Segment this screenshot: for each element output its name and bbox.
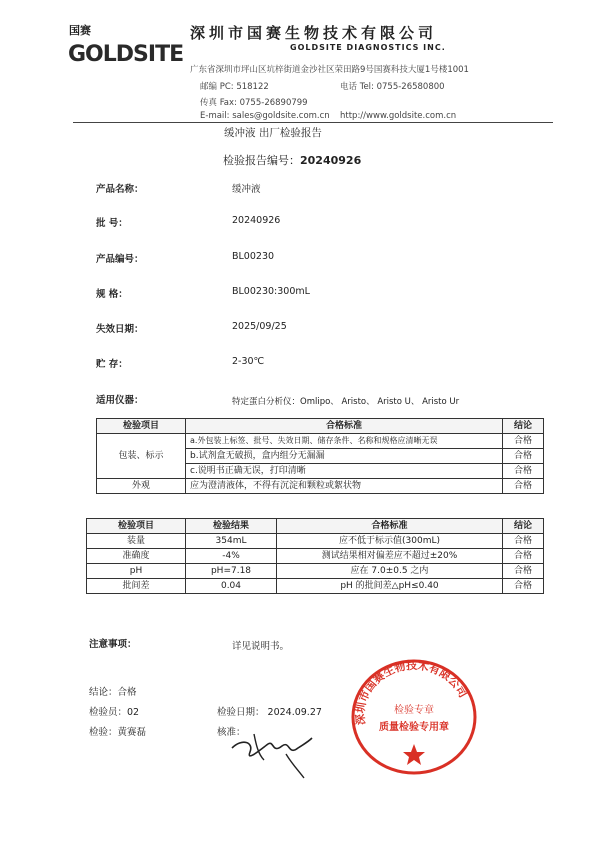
- table-cell-result: 合格: [503, 449, 544, 464]
- logo-cn: 国赛: [69, 24, 91, 37]
- report-number-value: 20240926: [300, 154, 362, 167]
- table-cell-standard: c.说明书正确无误，打印清晰: [186, 464, 503, 479]
- field-label-code: 产品编号：: [96, 254, 144, 265]
- table-cell-item: 装量: [87, 534, 186, 549]
- table-header-row: [97, 419, 544, 434]
- table-cell-item: 外观: [97, 479, 186, 494]
- table-cell-item: 包装、标示: [97, 434, 186, 479]
- field-value-expiry: 2025/09/25: [232, 321, 287, 332]
- table-row: [87, 564, 544, 579]
- fax: 传真 Fax: 0755-26890799: [200, 98, 308, 108]
- table-cell-standard: b.试剂盒无破损，盒内组分无漏漏: [186, 449, 503, 464]
- tel: 电话 Tel: 0755-26580800: [340, 82, 445, 92]
- table-cell-result: 合格: [503, 479, 544, 494]
- table-row: [87, 534, 544, 549]
- table-cell-standard: 应不低于标示值(300mL): [277, 534, 503, 549]
- field-value-name: 缓冲液: [232, 184, 261, 195]
- table-cell-result: 合格: [503, 564, 544, 579]
- seal-line-1: 检验专章: [394, 705, 434, 716]
- table-cell-measured: -4%: [186, 549, 277, 564]
- table-cell-item: 批间差: [87, 579, 186, 594]
- table-row: [87, 549, 544, 564]
- test-results-table: [86, 518, 544, 594]
- report-number: [223, 152, 361, 168]
- inspect-date: 检验日期： 2024.09.27: [217, 707, 322, 718]
- report-title: 缓冲液 出厂检验报告: [224, 127, 322, 139]
- table-header-row: [87, 519, 544, 534]
- table-cell-standard: pH 的批间差△pH≤0.40: [277, 579, 503, 594]
- table-cell-standard: a.外包装上标签、批号、失效日期、储存条件、名称和规格应清晰无误: [186, 434, 503, 449]
- table-cell-standard: 测试结果相对偏差应不超过±20%: [277, 549, 503, 564]
- reviewer-signature: [224, 720, 324, 782]
- reviewer-label: 核准：: [217, 727, 246, 738]
- header-rule: [73, 122, 553, 123]
- field-value-code: BL00230: [232, 251, 275, 262]
- field-value-storage: 2-30℃: [232, 356, 265, 367]
- notes-label: 注意事项：: [89, 639, 137, 650]
- table-cell-measured: 354mL: [186, 534, 277, 549]
- table-cell-standard: 应在 7.0±0.5 之内: [277, 564, 503, 579]
- table-header: 检验结果: [186, 519, 277, 534]
- conclusion: 结论：合格: [89, 687, 137, 698]
- postcode: 邮编 PC: 518122: [200, 82, 269, 92]
- table-cell-result: 合格: [503, 549, 544, 564]
- table-header: 结论: [503, 519, 544, 534]
- field-value-instrument: 特定蛋白分析仪：Omlipo、 Aristo、 Aristo U、 Aristo Ur: [232, 397, 460, 407]
- table-row: [97, 434, 544, 449]
- field-label-instrument: 适用仪器：: [96, 395, 144, 406]
- table-cell-result: 合格: [503, 579, 544, 594]
- field-label-spec: 规 格：: [96, 289, 128, 300]
- field-label-storage: 贮 存：: [96, 359, 128, 370]
- table-header: 合格标准: [186, 419, 503, 434]
- table-cell-measured: pH=7.18: [186, 564, 277, 579]
- field-label-lot: 批 号：: [96, 218, 128, 229]
- table-cell-item: 准确度: [87, 549, 186, 564]
- table-cell-result: 合格: [503, 434, 544, 449]
- table-cell-result: 合格: [503, 464, 544, 479]
- table-header: 检验项目: [87, 519, 186, 534]
- table-cell-item: pH: [87, 564, 186, 579]
- table-cell-result: 合格: [503, 534, 544, 549]
- company-logo: GOLDSITE: [68, 42, 184, 67]
- field-label-expiry: 失效日期：: [96, 324, 144, 335]
- table-header: 检验项目: [97, 419, 186, 434]
- table-row: [97, 479, 544, 494]
- table-cell-standard: 应为澄清液体，不得有沉淀和颗粒或絮状物: [186, 479, 503, 494]
- seal-star-icon: [403, 744, 425, 765]
- appearance-table: [96, 418, 544, 494]
- company-address: 广东省深圳市坪山区坑梓街道金沙社区荣田路9号国赛科技大厦1号楼1001: [190, 65, 469, 75]
- table-cell-measured: 0.04: [186, 579, 277, 594]
- website: http://www.goldsite.com.cn: [340, 111, 457, 121]
- notes-value: 详见说明书。: [232, 641, 290, 652]
- table-header: 结论: [503, 419, 544, 434]
- company-seal: [350, 658, 478, 776]
- seal-line-2: 质量检验专用章: [379, 722, 449, 733]
- field-value-spec: BL00230:300mL: [232, 286, 310, 297]
- table-row: [87, 579, 544, 594]
- inspector-signature: 检验：黄赛磊: [89, 727, 147, 738]
- email: E-mail: sales@goldsite.com.cn: [200, 111, 330, 121]
- company-name-cn: 深圳市国赛生物技术有限公司: [190, 24, 438, 42]
- report-number-label: 检验报告编号：: [223, 154, 300, 167]
- seal-ring-text: 深圳市国赛生物技术有限公司: [353, 658, 470, 726]
- inspector-id: 检验员：02: [89, 707, 140, 718]
- company-name-en: GOLDSITE DIAGNOSTICS INC.: [290, 43, 446, 52]
- field-value-lot: 20240926: [232, 215, 281, 226]
- table-header: 合格标准: [277, 519, 503, 534]
- field-label-name: 产品名称：: [96, 184, 144, 195]
